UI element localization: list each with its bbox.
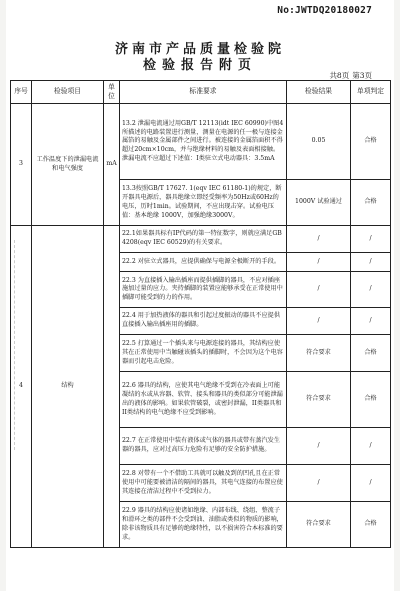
result-cell: / xyxy=(287,428,351,465)
col-unit-header: 单位 xyxy=(104,81,120,104)
total-pages: 共8页 xyxy=(329,71,350,80)
judgement-cell: / xyxy=(351,272,391,308)
section-item: 结构 xyxy=(32,226,104,548)
section-number: 4 xyxy=(11,226,32,548)
requirement-cell: 13.3按照GB/T 17627. 1(eqv IEC 61180-1)的规定，断开器具电源后，器具绝缘立即经受频率为50Hz或60Hz的电压，历时1min。试验期间，不应出现击穿。试验电压值：基本绝缘 1000V，加强绝缘3000V。 xyxy=(120,180,287,226)
result-cell: / xyxy=(287,253,351,272)
report-subtitle: 检验报告附页 xyxy=(142,58,257,73)
section-unit xyxy=(104,226,120,548)
judgement-cell: / xyxy=(351,308,391,335)
judgement-cell: 合格 xyxy=(351,372,391,428)
requirement-cell: 22.7 在正常使用中装有液体或气体的器具或带有蒸汽发生器的器具，应对过高压力危险有足够的安全防护措施。 xyxy=(120,428,287,465)
col-no-header: 序号 xyxy=(11,81,32,104)
judgement-cell: / xyxy=(351,253,391,272)
institute-title: 济南市产品质量检验院 xyxy=(114,42,285,57)
requirement-cell: 22.5 打算通过一个插头来与电源连接的器具，其结构应使其在正常使用中当触碰该插头的插脚时，不会因为这个电容器而引起电击危险。 xyxy=(120,335,287,372)
requirement-cell: 13.2 泄漏电流通过用GB/T 12113(idt IEC 60990)中图4所描述的电路装置进行测量，测量在电源的任一极与连接金属箔的易触及金属部件之间进行。被连接的金属箔面积不得超过20cm×10cm，并与绝缘材料的易触及表面相接触。泄漏电流不应超过下述值：I类驻立式电动器具：3.5mA xyxy=(120,104,287,180)
inspection-table xyxy=(10,80,391,548)
result-cell: 符合要求 xyxy=(287,502,351,548)
result-cell: / xyxy=(287,226,351,253)
judgement-cell: / xyxy=(351,226,391,253)
col-judgement-header: 单项判定 xyxy=(351,81,391,104)
result-cell: / xyxy=(287,465,351,502)
section-item: 工作温度下的泄漏电流和电气强度 xyxy=(32,104,104,226)
requirement-cell: 22.4 用于加热液体的器具和引起过度振动的器具不应提供直接插入输出插座用的插脚。 xyxy=(120,308,287,335)
requirement-cell: 22.6 器具的结构，应使其电气绝缘不受到在冷表面上可能凝结的水或从容器、软管、接头和器具的类似部分可能泄漏出的液体的影响。如果软管破裂，或密封泄漏，II类器具和II类结构的电气绝缘不应受到影响。 xyxy=(120,372,287,428)
requirement-cell: 22.1如果器具标有IP代码的第一特征数字，则就应满足GB 4208(eqv IEC 60529)的有关要求。 xyxy=(120,226,287,253)
section-number: 3 xyxy=(11,104,32,226)
judgement-cell: 合格 xyxy=(351,502,391,548)
result-cell: / xyxy=(287,272,351,308)
result-cell: 1000V 试验通过 xyxy=(287,180,351,226)
requirement-cell: 22.3 为直接插入输出插座而提供插脚的器具，不应对插座施加过量的应力。夹持插脚的装置应能够承受在正常使用中插脚可能受到的力的作用。 xyxy=(120,272,287,308)
requirement-cell: 22.9 器具的结构应使诸如绝缘、内部布线、绕组、整流子和滑环之类的部件不会受到油、油脂或类似的物质的影响，除非该物质具有足够的绝缘特性，以不损害符合本标准的要求。 xyxy=(120,502,287,548)
result-cell: / xyxy=(287,308,351,335)
section-unit: mA xyxy=(104,104,120,226)
report-page xyxy=(6,0,394,591)
result-cell: 0.05 xyxy=(287,104,351,180)
report-number: No:JWTDQ20180027 xyxy=(277,5,372,16)
judgement-cell: 合格 xyxy=(351,335,391,372)
judgement-cell: / xyxy=(351,428,391,465)
result-cell: 符合要求 xyxy=(287,335,351,372)
judgement-cell: / xyxy=(351,465,391,502)
result-cell: 符合要求 xyxy=(287,372,351,428)
current-page: 第3页 xyxy=(352,71,372,80)
judgement-cell: 合格 xyxy=(351,104,391,180)
table-row xyxy=(11,226,391,253)
col-item-header: 检验项目 xyxy=(32,81,104,104)
table-header-row xyxy=(11,81,391,104)
table-row xyxy=(11,104,391,180)
col-result-header: 检验结果 xyxy=(287,81,351,104)
col-requirement-header: 标准要求 xyxy=(120,81,287,104)
requirement-cell: 22.8 对带有一个不借助工具就可以触及到的凹孔且在正常使用中可能要被清洁的隔间的器具，其电气连接的布置应使其连接在清洁过程中不受到拉力。 xyxy=(120,465,287,502)
requirement-cell: 22.2 对驻立式器具，应提供确保与电源全极断开的手段。 xyxy=(120,253,287,272)
judgement-cell: 合格 xyxy=(351,180,391,226)
